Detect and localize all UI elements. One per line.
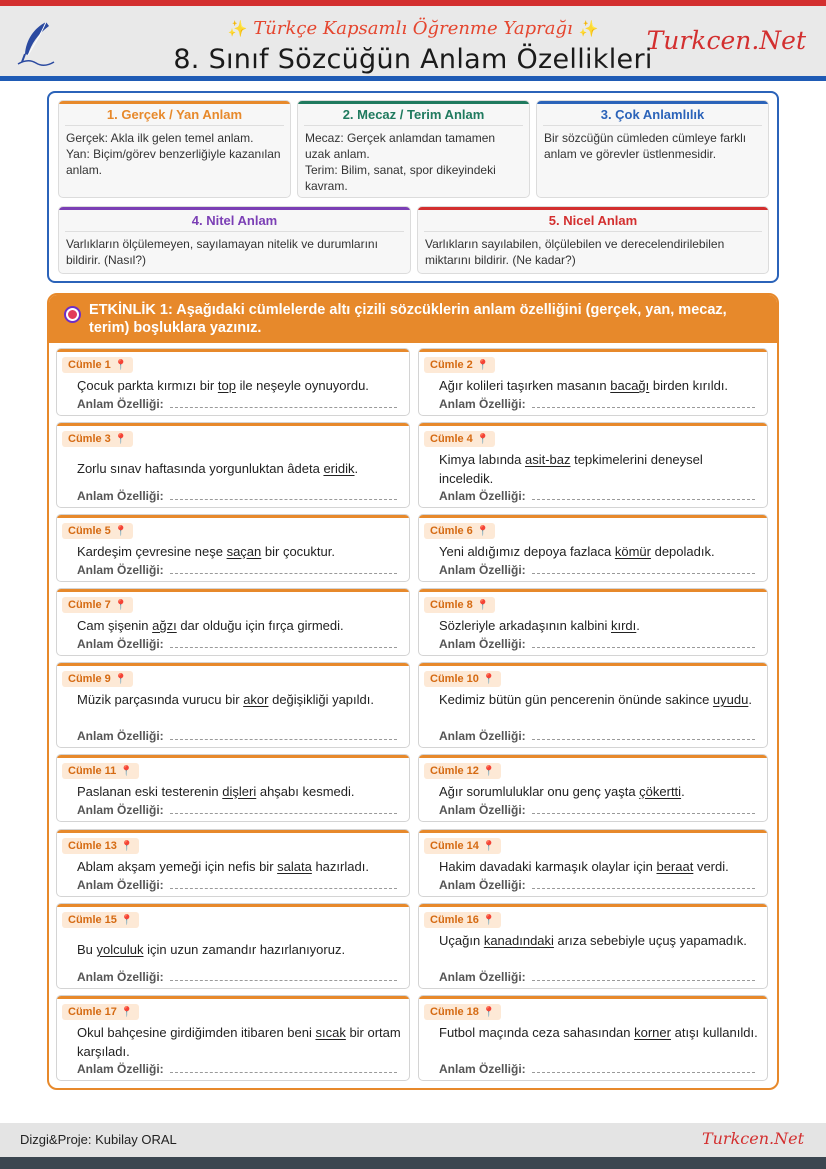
card-accent <box>57 996 409 999</box>
sentence-number-badge <box>62 523 133 539</box>
answer-field[interactable] <box>77 876 397 892</box>
answer-blank[interactable] <box>532 407 755 408</box>
sentence-text-before: Bu <box>77 942 97 957</box>
pin-icon: 📍 <box>114 434 128 445</box>
sentence-card <box>56 754 410 822</box>
card-accent <box>57 904 409 907</box>
answer-blank[interactable] <box>170 1072 397 1073</box>
underlined-word: korner <box>634 1025 671 1040</box>
sentence-text <box>439 616 759 635</box>
card-accent <box>419 423 767 426</box>
sentence-text <box>77 940 401 959</box>
answer-blank[interactable] <box>170 573 397 574</box>
underlined-word: salata <box>277 859 312 874</box>
header-divider <box>0 76 826 81</box>
sentence-number-badge <box>62 357 133 373</box>
underlined-word: asit-baz <box>525 452 571 467</box>
brand-logo: Turkcen.Net <box>646 26 806 55</box>
sentence-number-badge <box>424 912 501 928</box>
sentence-text <box>439 376 759 395</box>
sentence-text-before: Sözleriyle arkadaşının kalbini <box>439 618 611 633</box>
underlined-word: dişleri <box>222 784 257 799</box>
pin-icon: 📍 <box>120 1007 134 1018</box>
sentence-number-badge <box>424 671 501 687</box>
sentence-text <box>77 857 401 876</box>
sentence-card <box>56 995 410 1081</box>
answer-blank[interactable] <box>170 499 397 500</box>
sentence-text-after: depoladık. <box>650 544 715 559</box>
sentence-text-before: Okul bahçesine girdiğimden itibaren beni <box>77 1025 316 1040</box>
card-accent <box>57 830 409 833</box>
sentence-text-before: Ağır kolileri taşırken masanın <box>439 378 611 393</box>
sentence-text-after: birden kırıldı. <box>649 378 729 393</box>
card-accent <box>57 755 409 758</box>
definition-text: Mecaz: Gerçek anlamdan tamamen uzak anlam. Terim: Bilim, sanat, spor dikeyindeki kavram. <box>305 131 496 193</box>
underlined-word: bacağı <box>610 378 650 393</box>
sparkle-icon: ✨ <box>227 19 248 38</box>
sentence-number: Cümle 14 <box>430 840 479 852</box>
sentence-text-before: Kardeşim çevresine neşe <box>77 544 227 559</box>
answer-label: Anlam Özelliği: <box>439 637 526 651</box>
answer-field[interactable] <box>439 487 755 503</box>
answer-label: Anlam Özelliği: <box>77 1062 164 1076</box>
answer-blank[interactable] <box>532 647 755 648</box>
answer-blank[interactable] <box>170 407 397 408</box>
pin-icon: 📍 <box>482 1007 496 1018</box>
pin-icon: 📍 <box>114 674 128 685</box>
sentence-card <box>418 903 768 989</box>
sentence-card <box>418 829 768 897</box>
pin-icon: 📍 <box>114 526 128 537</box>
answer-blank[interactable] <box>532 888 755 889</box>
sentence-text-after: . <box>681 784 685 799</box>
definition-text: Gerçek: Akla ilk gelen temel anlam. Yan: Biçim/görev benzerliğiyle kazanılan anlam. <box>66 131 281 177</box>
definition-text: Bir sözcüğün cümleden cümleye farklı anlam ve görevler üstlenmesidir. <box>544 131 747 161</box>
underlined-word: ağzı <box>152 618 177 633</box>
card-accent <box>57 589 409 592</box>
sentence-number-badge <box>62 1004 139 1020</box>
sentence-text-after: arıza sebebiyle uçuş yapamadık. <box>553 933 747 948</box>
definition-card-gercek-yan <box>58 100 291 198</box>
sentence-text-before: Müzik parçasında vurucu bir <box>77 692 244 707</box>
sparkle-icon: ✨ <box>578 19 599 38</box>
answer-field[interactable] <box>77 635 397 651</box>
answer-field[interactable] <box>439 801 755 817</box>
answer-field[interactable] <box>77 561 397 577</box>
sentence-number: Cümle 5 <box>68 525 111 537</box>
sentence-text-after: değişikliği yapıldı. <box>268 692 374 707</box>
sentence-text-before: Ablam akşam yemeği için nefis bir <box>77 859 278 874</box>
sentence-text-after: bir ortam karşıladı. <box>77 1025 401 1059</box>
card-accent <box>57 423 409 426</box>
page-title: 8. Sınıf Sözcüğün Anlam Özellikleri <box>173 44 653 75</box>
underlined-word: kömür <box>614 544 651 559</box>
sentence-text <box>439 782 759 801</box>
sentence-card <box>418 662 768 748</box>
answer-label: Anlam Özelliği: <box>439 970 526 984</box>
answer-field[interactable] <box>439 1060 755 1076</box>
sentence-text <box>439 450 759 488</box>
underlined-word: uyudu <box>712 692 749 707</box>
sentence-text-after: ile neşeyle oynuyordu. <box>235 378 369 393</box>
pin-icon: 📍 <box>114 600 128 611</box>
sentence-text-before: Cam şişenin <box>77 618 153 633</box>
sentence-text <box>439 931 759 950</box>
definitions-panel <box>47 91 779 283</box>
answer-label: Anlam Özelliği: <box>439 563 526 577</box>
sentence-text <box>77 542 401 561</box>
answer-label: Anlam Özelliği: <box>77 729 164 743</box>
sentence-card <box>56 422 410 508</box>
answer-label: Anlam Özelliği: <box>77 637 164 651</box>
sentence-number: Cümle 15 <box>68 914 117 926</box>
sentence-text-before: Uçağın <box>439 933 484 948</box>
answer-blank[interactable] <box>532 813 755 814</box>
sentence-card <box>418 995 768 1081</box>
answer-label: Anlam Özelliği: <box>77 397 164 411</box>
answer-blank[interactable] <box>170 739 397 740</box>
pin-icon: 📍 <box>114 360 128 371</box>
underlined-word: kanadındaki <box>483 933 554 948</box>
answer-label: Anlam Özelliği: <box>77 803 164 817</box>
card-accent <box>419 349 767 352</box>
definition-text: Varlıkların sayılabilen, ölçülebilen ve derecelendirilebilen miktarını bildirir. (Ne kadar?) <box>425 237 725 267</box>
sentence-number-badge <box>424 523 495 539</box>
sentence-number: Cümle 12 <box>430 765 479 777</box>
sentence-number: Cümle 18 <box>430 1006 479 1018</box>
sentence-text-before: Kedimiz bütün gün pencerenin önünde sakince <box>439 692 713 707</box>
answer-label: Anlam Özelliği: <box>77 970 164 984</box>
sentence-text <box>77 376 401 395</box>
definition-title: 3. Çok Anlamlılık <box>543 104 762 126</box>
subtitle-text: Türkçe Kapsamlı Öğrenme Yaprağı <box>253 18 573 39</box>
answer-field[interactable] <box>77 727 397 743</box>
answer-field[interactable] <box>77 395 397 411</box>
pin-icon: 📍 <box>476 360 490 371</box>
sentence-number: Cümle 7 <box>68 599 111 611</box>
answer-label: Anlam Özelliği: <box>77 489 164 503</box>
card-accent <box>419 996 767 999</box>
definition-card-cok-anlamlilik <box>536 100 769 198</box>
sentence-number: Cümle 6 <box>430 525 473 537</box>
sentence-number-badge <box>424 431 495 447</box>
definition-title: 2. Mecaz / Terim Anlam <box>304 104 523 126</box>
card-accent <box>419 663 767 666</box>
sentence-text-after: atışı kullanıldı. <box>670 1025 758 1040</box>
sentence-number: Cümle 2 <box>430 359 473 371</box>
answer-field[interactable] <box>439 727 755 743</box>
underlined-word: saçan <box>226 544 262 559</box>
card-accent <box>57 663 409 666</box>
sentence-text <box>439 690 759 709</box>
answer-blank[interactable] <box>532 739 755 740</box>
pin-icon: 📍 <box>476 600 490 611</box>
definition-card-nicel <box>417 206 769 274</box>
sentence-text-after: bir çocuktur. <box>261 544 335 559</box>
answer-field[interactable] <box>439 395 755 411</box>
target-icon <box>66 308 79 321</box>
sentence-text-before: Paslanan eski testerenin <box>77 784 223 799</box>
underlined-word: top <box>217 378 236 393</box>
answer-field[interactable] <box>439 635 755 651</box>
underlined-word: eridik <box>323 461 355 476</box>
sentence-number: Cümle 9 <box>68 673 111 685</box>
sentence-text-before: Kimya labında <box>439 452 525 467</box>
sentence-text-after: için uzun zamandır hazırlanıyoruz. <box>143 942 346 957</box>
sentence-card <box>56 348 410 416</box>
definition-text: Varlıkların ölçülemeyen, sayılamayan nitelik ve durumlarını bildirir. (Nasıl?) <box>66 237 378 267</box>
sentence-number: Cümle 16 <box>430 914 479 926</box>
page-footer <box>0 1123 826 1157</box>
sentence-text-after: verdi. <box>693 859 729 874</box>
bottom-accent-bar <box>0 1157 826 1169</box>
card-accent <box>419 830 767 833</box>
activity-header <box>49 295 777 343</box>
sentence-text <box>77 782 401 801</box>
sentence-text <box>439 1023 759 1042</box>
sentence-card <box>418 348 768 416</box>
underlined-word: çökertti <box>639 784 682 799</box>
answer-blank[interactable] <box>170 888 397 889</box>
answer-blank[interactable] <box>532 499 755 500</box>
sentence-card <box>56 588 410 656</box>
sentence-number: Cümle 17 <box>68 1006 117 1018</box>
sentence-number: Cümle 1 <box>68 359 111 371</box>
answer-blank[interactable] <box>532 1072 755 1073</box>
sentence-number: Cümle 4 <box>430 433 473 445</box>
answer-field[interactable] <box>77 1060 397 1076</box>
sentence-number: Cümle 8 <box>430 599 473 611</box>
sentence-number-badge <box>424 357 495 373</box>
card-accent <box>419 589 767 592</box>
sentence-text <box>77 459 401 478</box>
sentence-text-before: Hakim davadaki karmaşık olaylar için <box>439 859 657 874</box>
sentence-number: Cümle 11 <box>68 765 117 777</box>
sentence-number-badge <box>62 431 133 447</box>
answer-label: Anlam Özelliği: <box>77 878 164 892</box>
sentence-number-badge <box>424 763 501 779</box>
sentence-number-badge <box>424 838 501 854</box>
underlined-word: akor <box>243 692 269 707</box>
pin-icon: 📍 <box>120 766 133 777</box>
answer-label: Anlam Özelliği: <box>77 563 164 577</box>
sentence-number: Cümle 13 <box>68 840 117 852</box>
answer-label: Anlam Özelliği: <box>439 729 526 743</box>
answer-field[interactable] <box>439 876 755 892</box>
definition-title: 4. Nitel Anlam <box>65 210 404 232</box>
sentence-card <box>418 588 768 656</box>
sentence-number: Cümle 10 <box>430 673 479 685</box>
footer-brand-logo: Turkcen.Net <box>701 1129 804 1148</box>
sentence-card <box>418 514 768 582</box>
sentence-card <box>56 903 410 989</box>
answer-blank[interactable] <box>532 980 755 981</box>
answer-blank[interactable] <box>170 980 397 981</box>
page-header <box>0 6 826 78</box>
underlined-word: yolculuk <box>96 942 144 957</box>
sentence-number-badge <box>62 912 139 928</box>
sentence-card <box>56 829 410 897</box>
card-accent <box>419 515 767 518</box>
definition-card-mecaz-terim <box>297 100 530 198</box>
answer-field[interactable] <box>77 801 397 817</box>
sentence-text-before: Futbol maçında ceza sahasından <box>439 1025 635 1040</box>
answer-label: Anlam Özelliği: <box>439 489 526 503</box>
card-accent <box>419 904 767 907</box>
pin-icon: 📍 <box>476 434 490 445</box>
sentence-text-after: dar olduğu için fırça girmedi. <box>176 618 344 633</box>
sentence-text-after: . <box>354 461 359 476</box>
sentence-text <box>77 690 401 709</box>
footer-credit: Dizgi&Proje: Kubilay ORAL <box>20 1132 177 1147</box>
pin-icon: 📍 <box>482 841 496 852</box>
sentence-text-before: Çocuk parkta kırmızı bir <box>77 378 218 393</box>
sentence-text <box>77 1023 401 1061</box>
sentence-text-after: hazırladı. <box>311 859 369 874</box>
answer-field[interactable] <box>439 561 755 577</box>
sentence-text <box>77 616 401 635</box>
card-accent <box>57 349 409 352</box>
sentence-text-after: ahşabı kesmedi. <box>256 784 355 799</box>
sentence-number-badge <box>424 1004 501 1020</box>
sentence-card <box>56 662 410 748</box>
answer-blank[interactable] <box>170 647 397 648</box>
activity-title: ETKİNLİK 1: Aşağıdaki cümlelerde altı çizili sözcüklerin anlam özelliğini (gerçek, yan, mecaz, terim) boşluklara yazınız. <box>89 302 727 336</box>
underlined-word: sıcak <box>315 1025 346 1040</box>
underlined-word: kırdı <box>610 618 637 633</box>
pin-icon: 📍 <box>120 841 134 852</box>
answer-blank[interactable] <box>532 573 755 574</box>
sentence-text-before: Zorlu sınav haftasında yorgunluktan âdeta <box>77 461 324 476</box>
sentence-text <box>439 857 759 876</box>
card-accent <box>419 755 767 758</box>
definition-title: 5. Nicel Anlam <box>424 210 762 232</box>
sentence-card <box>418 754 768 822</box>
card-accent <box>57 515 409 518</box>
sentence-card <box>418 422 768 508</box>
pin-icon: 📍 <box>120 915 134 926</box>
sentence-number-badge <box>62 597 133 613</box>
sentence-number-badge <box>424 597 495 613</box>
sentence-text <box>439 542 759 561</box>
pin-icon: 📍 <box>482 766 496 777</box>
answer-field[interactable] <box>77 968 397 984</box>
sentence-number-badge <box>62 763 139 779</box>
answer-field[interactable] <box>439 968 755 984</box>
answer-field[interactable] <box>77 487 397 503</box>
sentence-number-badge <box>62 671 133 687</box>
pin-icon: 📍 <box>482 915 496 926</box>
answer-blank[interactable] <box>170 813 397 814</box>
sentence-text-after: tepkimelerini deneysel inceledik. <box>439 452 703 486</box>
sentence-number: Cümle 3 <box>68 433 111 445</box>
pin-icon: 📍 <box>482 674 496 685</box>
underlined-word: beraat <box>656 859 694 874</box>
sentence-text-before: Ağır sorumluluklar onu genç yaşta <box>439 784 640 799</box>
activity-panel <box>47 293 779 1090</box>
sentence-text-before: Yeni aldığımız depoya fazlaca <box>439 544 615 559</box>
sentence-text-after: . <box>748 692 752 707</box>
sentence-text-after: . <box>636 618 640 633</box>
definition-title: 1. Gerçek / Yan Anlam <box>65 104 284 126</box>
sentence-number-badge <box>62 838 139 854</box>
answer-label: Anlam Özelliği: <box>439 397 526 411</box>
definition-card-nitel <box>58 206 411 274</box>
answer-label: Anlam Özelliği: <box>439 878 526 892</box>
answer-label: Anlam Özelliği: <box>439 803 526 817</box>
answer-label: Anlam Özelliği: <box>439 1062 526 1076</box>
sentence-card <box>56 514 410 582</box>
pin-icon: 📍 <box>476 526 490 537</box>
